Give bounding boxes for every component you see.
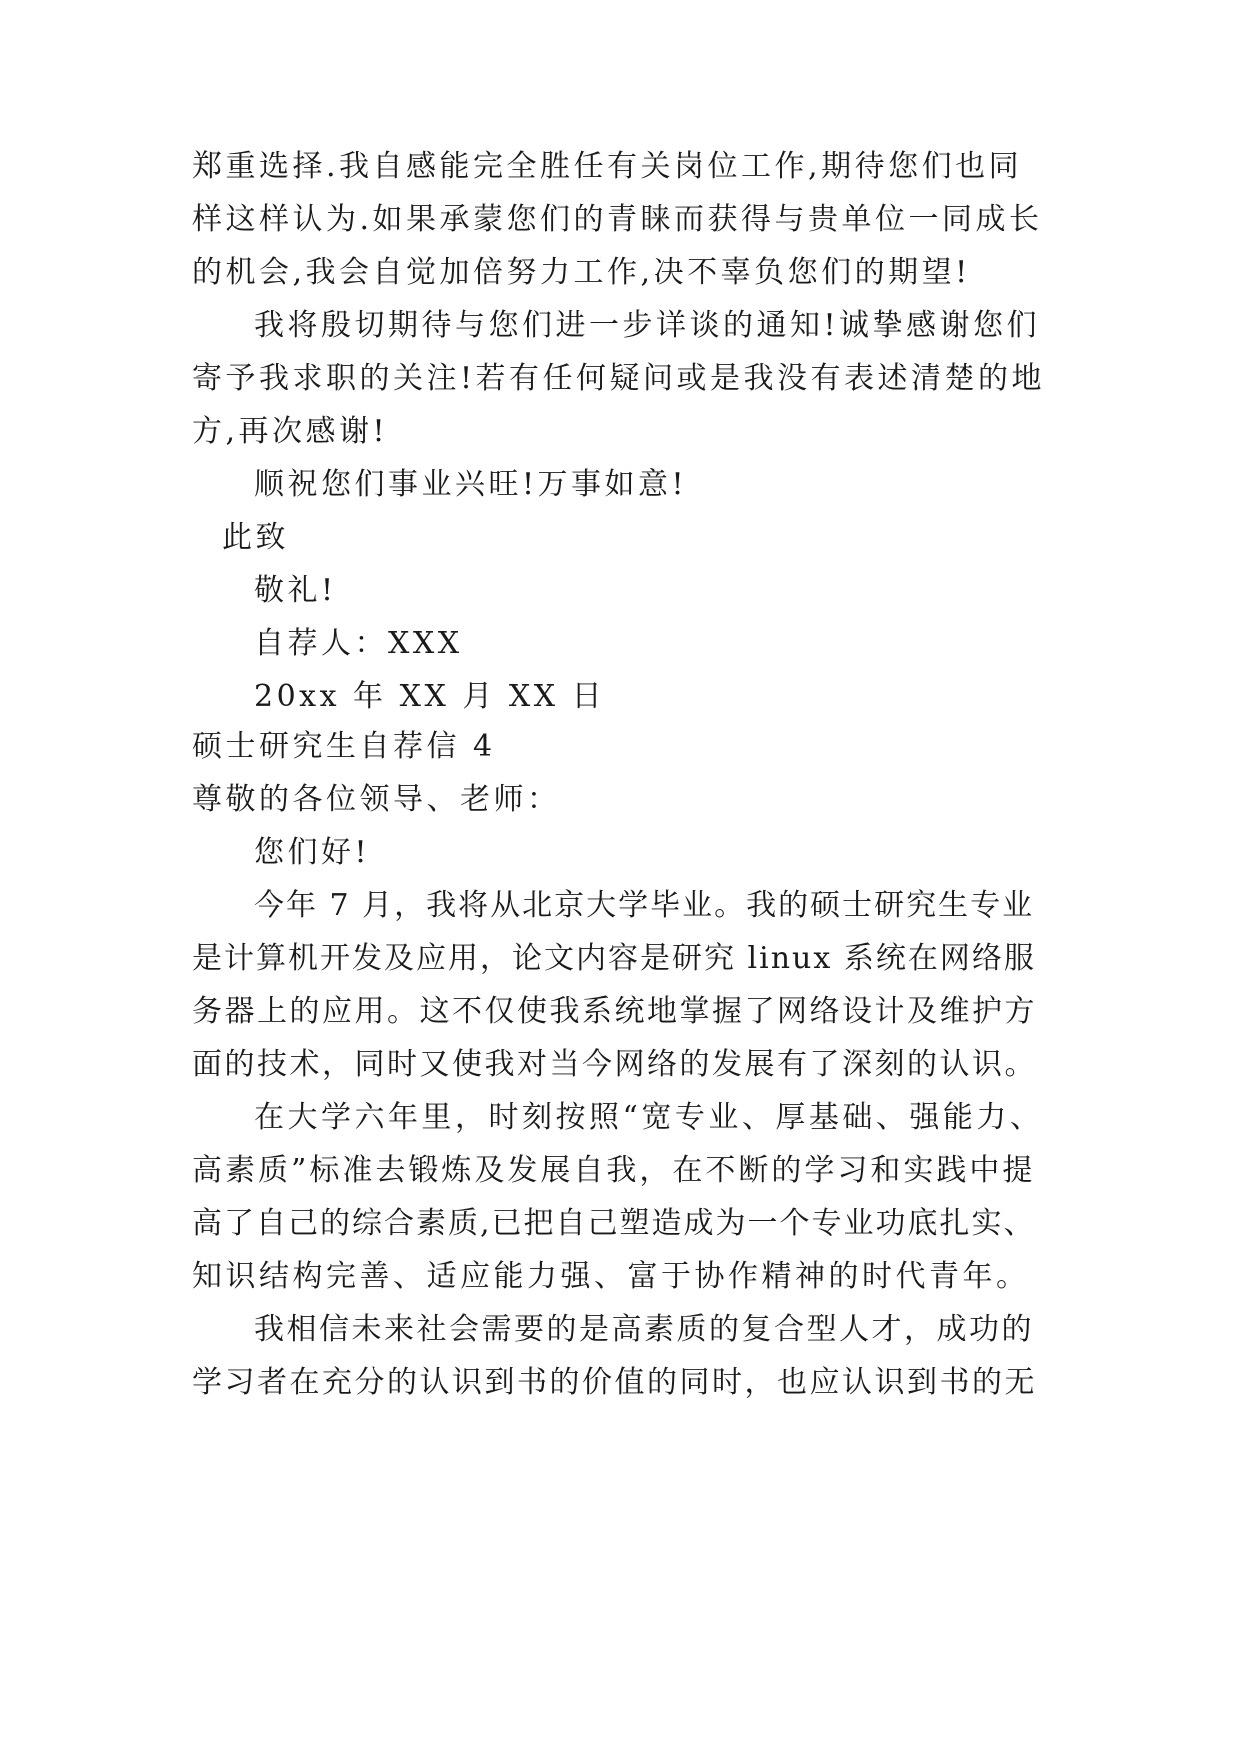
text-line: 是计算机开发及应用，论文内容是研究 linux 系统在网络服 [192,941,1036,976]
text-line: 方,再次感谢! [192,414,389,449]
text-line: 面的技术，同时又使我对当今网络的发展有了深刻的认识。 [192,1047,1037,1082]
text-line: 高了自己的综合素质,已把自己塑造成为一个专业功底扎实、 [192,1206,1036,1241]
text-line: 在大学六年里，时刻按照“宽专业、厚基础、强能力、 [254,1100,1044,1135]
text-line: 学习者在充分的认识到书的价值的同时，也应认识到书的无 [192,1365,1037,1400]
section-title: 硕士研究生自荐信 4 [192,729,496,764]
text-line: 郑重选择.我自感能完全胜任有关岗位工作,期待您们也同 [192,149,1023,184]
text-line: 样这样认为.如果承蒙您们的青睐而获得与贵单位一同成长 [192,202,1043,237]
date-line: 20xx 年 XX 月 XX 日 [254,679,606,714]
text-line: 今年 7 月，我将从北京大学毕业。我的硕士研究生专业 [254,888,1035,923]
text-line: 我相信未来社会需要的是高素质的复合型人才，成功的 [254,1312,1034,1347]
signature-line: 自荐人：XXX [254,626,463,661]
text-line: 高素质”标准去锻炼及发展自我，在不断的学习和实践中提 [192,1153,1036,1188]
text-line: 的机会,我会自觉加倍努力工作,决不辜负您们的期望! [192,255,971,290]
text-line: 寄予我求职的关注!若有任何疑问或是我没有表述清楚的地 [192,361,1046,396]
salutation-regards: 敬礼! [254,573,337,608]
text-line: 务器上的应用。这不仅使我系统地掌握了网络设计及维护方 [192,994,1037,1029]
text-line: 知识结构完善、适应能力强、富于协作精神的时代青年。 [192,1259,1030,1294]
salutation-closing: 此致 [222,520,289,555]
greeting-recipient: 尊敬的各位领导、老师： [192,782,561,817]
text-line: 顺祝您们事业兴旺!万事如意! [254,467,688,502]
greeting: 您们好! [254,835,371,870]
text-line: 我将殷切期待与您们进一步详谈的通知!诚挚感谢您们 [254,308,1041,343]
